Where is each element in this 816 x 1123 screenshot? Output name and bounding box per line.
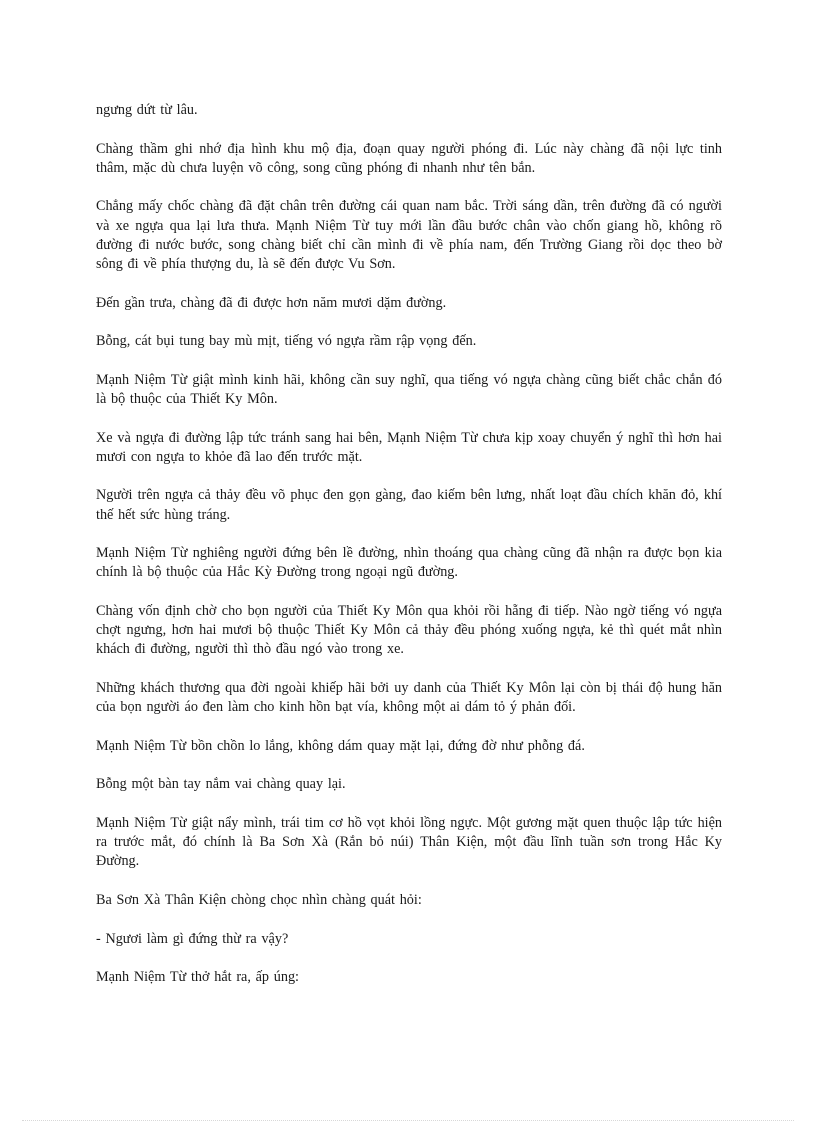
paragraph-6: Mạnh Niệm Từ giật mình kinh hãi, không cần suy nghĩ, qua tiếng vó ngựa chàng cũng biết chắc chắn đó là bộ thuộc của Thiết Ky Môn.	[96, 371, 722, 407]
paragraph-4: Đến gần trưa, chàng đã đi được hơn năm mươi dặm đường.	[96, 294, 447, 311]
paragraph-14: Mạnh Niệm Từ giật nẩy mình, trái tim cơ hồ vọt khỏi lồng ngực. Một gương mặt quen thuộc lập tức hiện ra trước mắt, đó chính là Ba Sơn Xà (Rắn bỏ núi) Thân Kiện, một đầu lĩnh tuần sơn trong Hắc Ky Đường.	[96, 814, 722, 870]
paragraph-13: Bỗng một bàn tay nắm vai chàng quay lại.	[96, 776, 346, 793]
paragraph-8: Người trên ngựa cả thảy đều võ phục đen gọn gàng, đao kiếm bên lưng, nhất loạt đầu chích khăn đỏ, khí thế hết sức hùng tráng.	[96, 487, 722, 523]
document-page	[96, 101, 722, 1007]
page-bottom-rule	[22, 1120, 794, 1121]
paragraph-7: Xe và ngựa đi đường lập tức tránh sang hai bên, Mạnh Niệm Từ chưa kịp xoay chuyển ý nghĩ thì hơn hai mươi con ngựa to khỏe đã lao đến trước mặt.	[96, 429, 722, 465]
paragraph-16: - Ngươi làm gì đứng thừ ra vậy?	[96, 930, 289, 947]
paragraph-1: ngưng dứt từ lâu.	[96, 102, 198, 118]
paragraph-2: Chàng thầm ghi nhớ địa hình khu mộ địa, đoạn quay người phóng đi. Lúc này chàng đã nội lực tinh thâm, mặc dù chưa luyện võ công, song cũng phóng đi nhanh như tên bắn.	[96, 140, 722, 176]
paragraph-3: Chẳng mấy chốc chàng đã đặt chân trên đường cái quan nam bắc. Trời sáng dần, trên đường đã có người và xe ngựa qua lại lưa thưa. Mạnh Niệm Từ tuy mới lần đầu bước chân vào chốn giang hồ, không rõ đường đi nước bước, song chàng biết chỉ cần mình đi về phía nam, đến Trường Giang rồi dọc theo bờ sông đi về phía thượng du, là sẽ đến được Vu Sơn.	[96, 198, 722, 272]
paragraph-11: Những khách thương qua đời ngoài khiếp hãi bởi uy danh của Thiết Ky Môn lại còn bị thái độ hung hăn của bọn người áo đen làm cho kinh hồn bạt vía, không một ai dám tỏ ý phản đối.	[96, 679, 722, 716]
paragraph-5: Bỗng, cát bụi tung bay mù mịt, tiếng vó ngựa rầm rập vọng đến.	[96, 333, 477, 350]
paragraph-9: Mạnh Niệm Từ nghiêng người đứng bên lề đường, nhìn thoáng qua chàng cũng đã nhận ra được bọn kia chính là bộ thuộc của Hắc Kỳ Đường trong ngoại ngũ đường.	[96, 545, 722, 581]
paragraph-15: Ba Sơn Xà Thân Kiện chòng chọc nhìn chàng quát hỏi:	[96, 891, 422, 908]
paragraph-10: Chàng vốn định chờ cho bọn người của Thiết Ky Môn qua khỏi rồi hẵng đi tiếp. Nào ngờ tiếng vó ngựa chợt ngưng, hơn hai mươi bộ thuộc Thiết Ky Môn cả thảy đều phóng xuống ngựa, kẻ thì quét mắt nhìn khách đi đường, người thì thò đầu ngó vào trong xe.	[96, 602, 722, 658]
paragraph-17: Mạnh Niệm Từ thở hắt ra, ấp úng:	[96, 969, 299, 986]
paragraph-12: Mạnh Niệm Từ bồn chồn lo lắng, không dám quay mặt lại, đứng đờ như phỗng đá.	[96, 737, 585, 754]
